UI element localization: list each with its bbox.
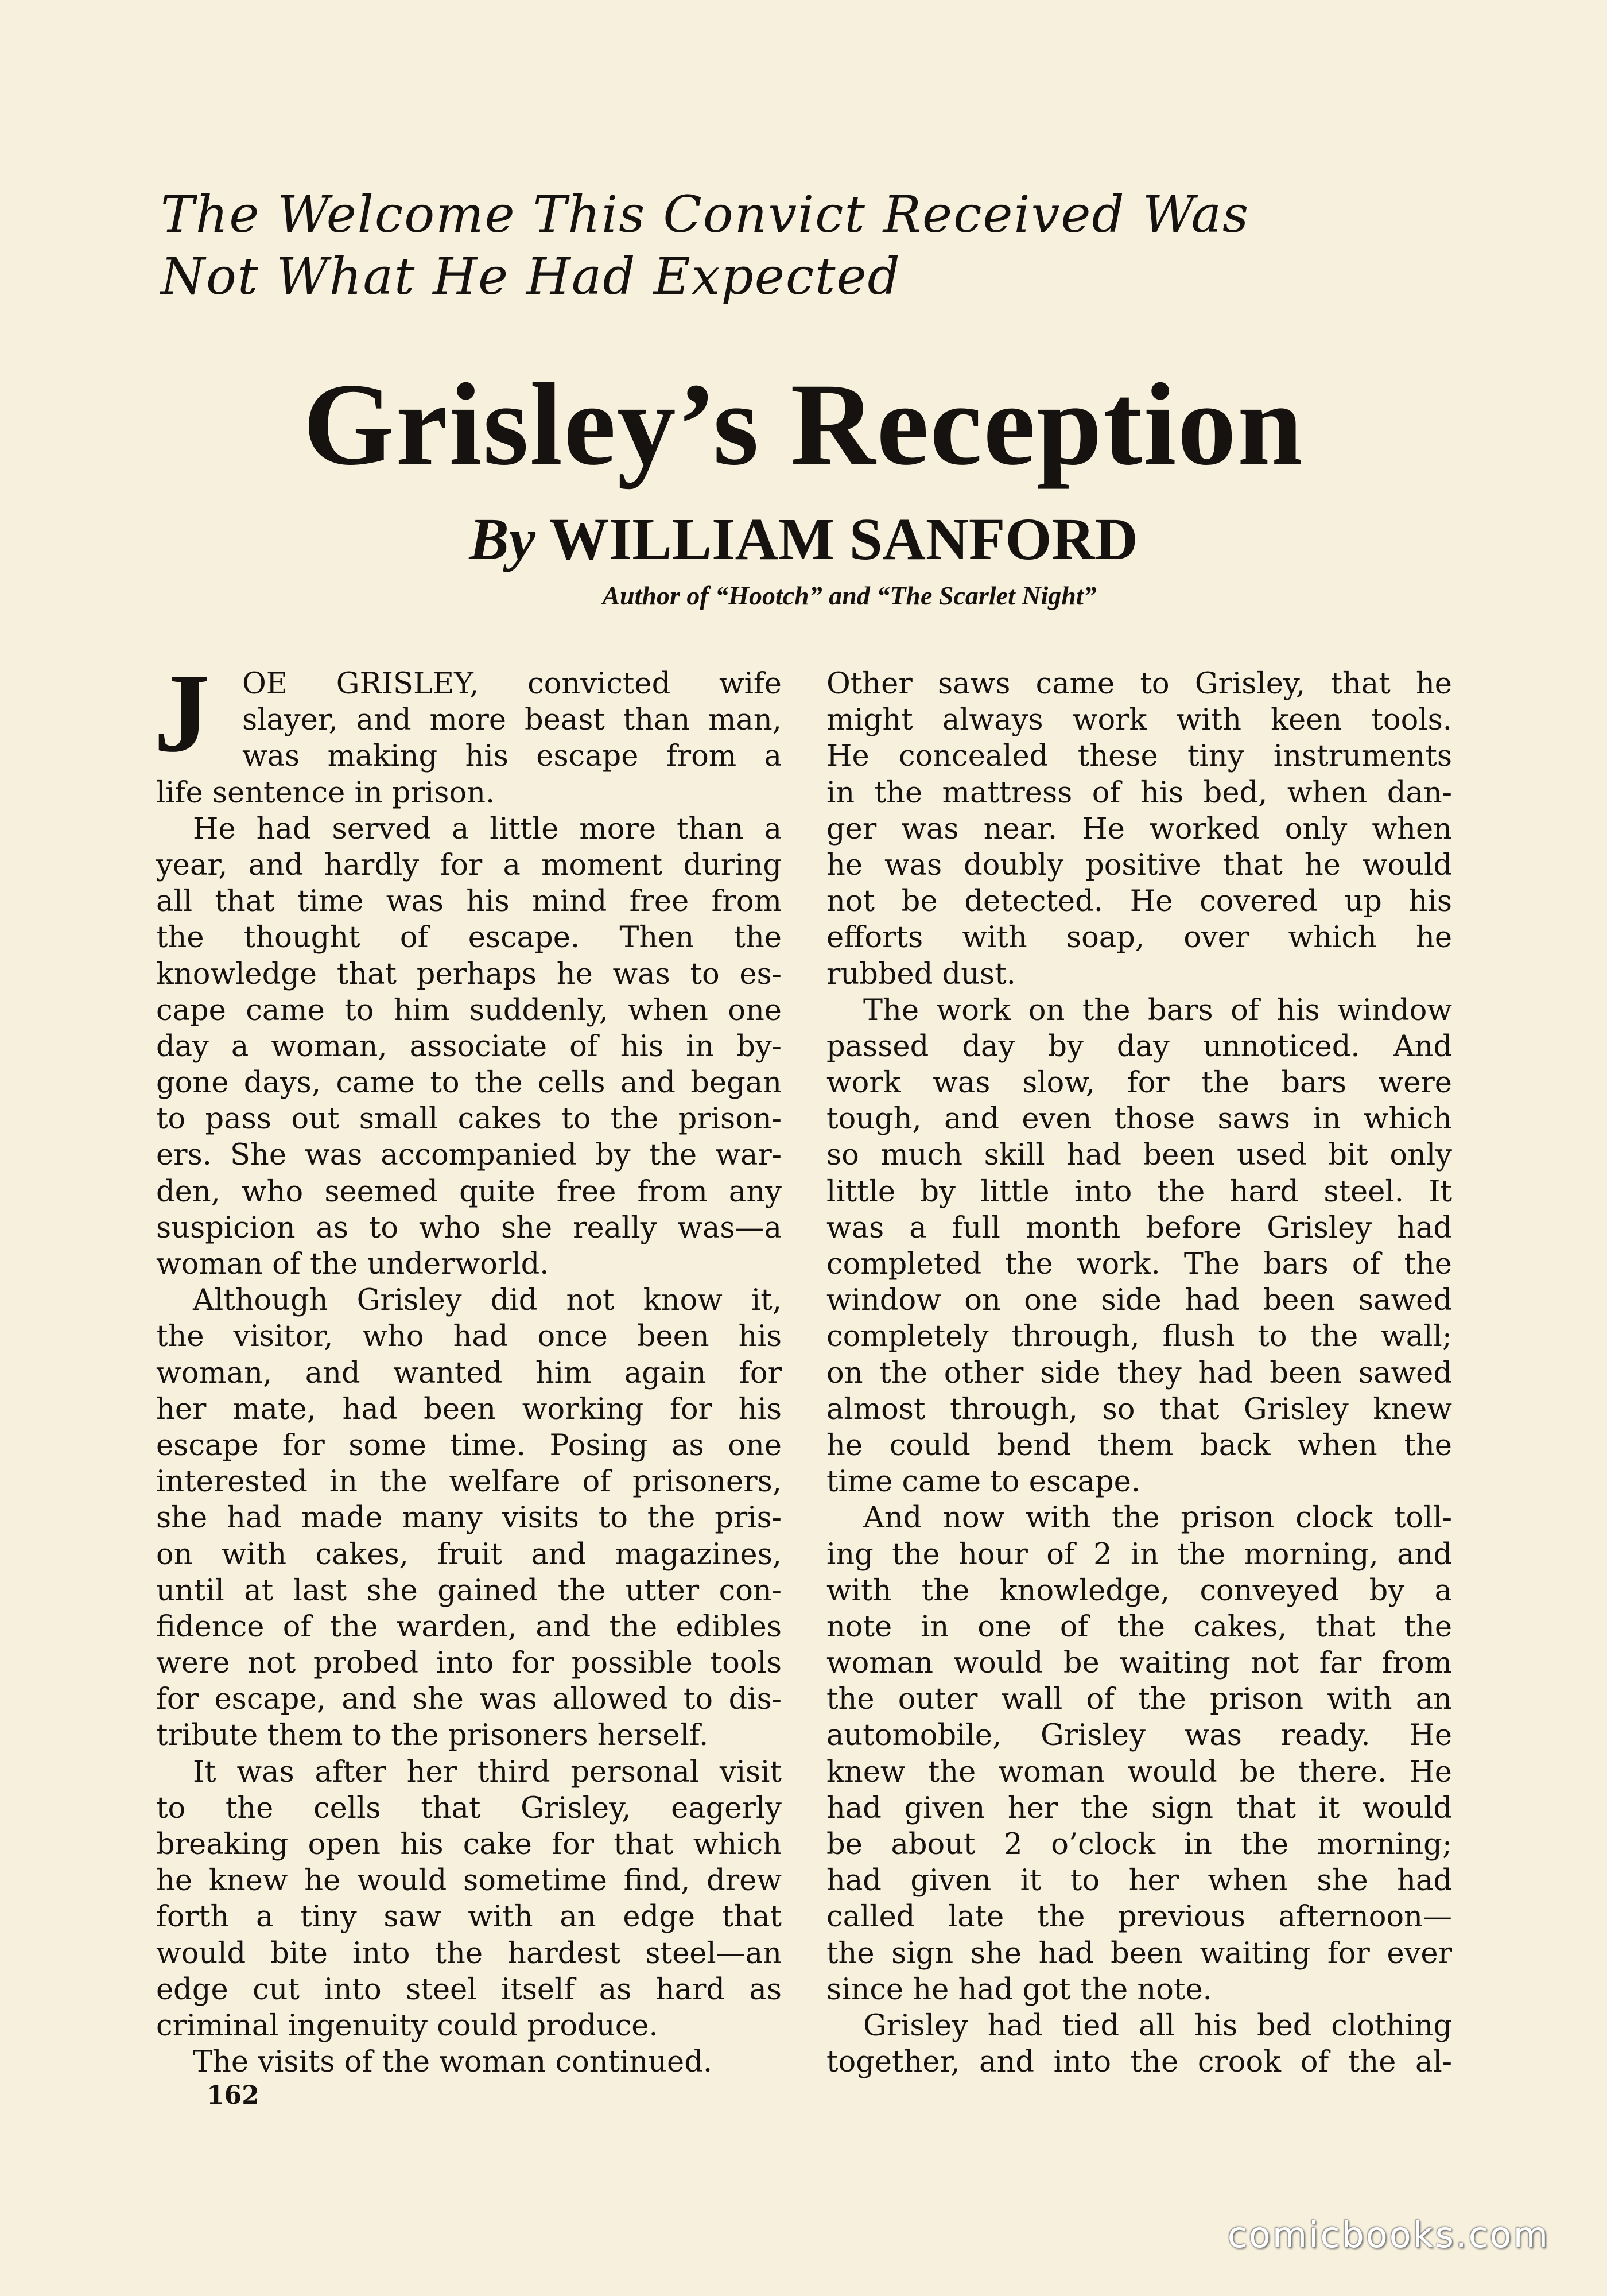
text-line: with the knowledge, conveyed by a [826, 1573, 1452, 1608]
text-line: fidence of the warden, and the edibles [156, 1609, 782, 1644]
text-line: breaking open his cake for that which [156, 1828, 782, 1861]
text-line: time came to escape. [826, 1465, 1141, 1499]
text-line: OE GRISLEY, convicted wife [242, 667, 782, 701]
text-line: she had made many visits to the pris- [156, 1501, 782, 1535]
text-line: rubbed dust. [826, 957, 1016, 991]
text-line: he knew he would sometime find, drew [156, 1864, 782, 1898]
text-line: completed the work. The bars of the [826, 1247, 1452, 1281]
text-line: tough, and even those saws in which [826, 1102, 1452, 1137]
text-line: woman of the underworld. [156, 1247, 549, 1281]
text-line: work was slow, for the bars were [826, 1066, 1452, 1100]
watermark: comicbooks.com [1227, 2214, 1550, 2256]
text-line: had given it to her when she had [826, 1864, 1452, 1898]
text-line: tribute them to the prisoners herself. [156, 1719, 709, 1753]
byline-by: By [469, 506, 535, 572]
text-line: until at last she gained the utter con- [156, 1573, 782, 1608]
text-line: so much skill had been used bit only [826, 1138, 1452, 1173]
text-line: the outer wall of the prison with an [826, 1682, 1452, 1717]
text-line: was a full month before Grisley had [826, 1211, 1452, 1245]
text-line: were not probed into for possible tools [156, 1646, 782, 1681]
text-line: den, who seemed quite free from any [156, 1174, 782, 1209]
text-line: on the other side they had been sawed [826, 1356, 1452, 1390]
drop-cap: J [154, 651, 210, 775]
text-line: gone days, came to the cells and began [156, 1066, 782, 1100]
text-line: slayer, and more beast than man, [242, 703, 782, 738]
text-line: automobile, Grisley was ready. He [826, 1719, 1452, 1753]
text-line: ing the hour of 2 in the morning, and [826, 1537, 1452, 1572]
text-line: suspicion as to who she really was—a [156, 1211, 782, 1245]
text-line: Other saws came to Grisley, that he [826, 667, 1452, 701]
text-line: note in one of the cakes, that the [826, 1609, 1452, 1644]
text-line: ger was near. He worked only when [826, 812, 1452, 846]
teaser-line: Not What He Had Expected [161, 247, 901, 306]
text-line: The work on the bars of his window [863, 993, 1452, 1027]
text-line: Grisley had tied all his bed clothing [863, 2008, 1452, 2043]
text-line: knowledge that perhaps he was to es- [156, 957, 782, 991]
text-line: ers. She was accompanied by the war- [156, 1138, 782, 1173]
story-title: Grisley’s Reception [302, 359, 1305, 490]
text-line: criminal ingenuity could produce. [156, 2008, 658, 2043]
author-name: WILLIAM SANFORD [549, 506, 1138, 572]
text-line: called late the previous afternoon— [826, 1900, 1452, 1934]
text-line: knew the woman would be there. He [826, 1755, 1452, 1789]
text-line: woman would be waiting not far from [826, 1646, 1452, 1681]
text-line: together, and into the crook of the al- [826, 2045, 1452, 2080]
text-line: He concealed these tiny instruments [826, 739, 1452, 774]
text-line: little by little into the hard steel. It [826, 1174, 1452, 1209]
text-line: was making his escape from a [242, 739, 782, 774]
text-line: completely through, flush to the wall; [826, 1320, 1452, 1354]
text-line: window on one side had been sawed [826, 1283, 1452, 1318]
text-line: almost through, so that Grisley knew [826, 1392, 1452, 1426]
text-line: day a woman, associate of his in by- [156, 1029, 782, 1064]
text-line: Although Grisley did not know it, [193, 1283, 782, 1318]
author-credits: Author of “Hootch” and “The Scarlet Night” [602, 581, 1097, 610]
text-column-right [826, 666, 1452, 2080]
text-line: escape for some time. Posing as one [156, 1428, 782, 1463]
teaser-line: The Welcome This Convict Received Was [161, 185, 1250, 244]
text-line: for escape, and she was allowed to dis- [156, 1682, 782, 1717]
text-line: since he had got the note. [826, 1972, 1212, 2007]
text-line: he was doubly positive that he would [826, 848, 1452, 882]
text-line: her mate, had been working for his [156, 1392, 782, 1426]
text-line: he could bend them back when the [826, 1428, 1452, 1463]
byline [0, 505, 1607, 574]
text-line: to the cells that Grisley, eagerly [156, 1791, 782, 1825]
text-line: interested in the welfare of prisoners, [156, 1465, 782, 1499]
text-line: And now with the prison clock toll- [863, 1501, 1452, 1535]
text-line: cape came to him suddenly, when one [156, 993, 782, 1027]
text-line: might always work with keen tools. [826, 703, 1452, 738]
page-number: 162 [207, 2081, 259, 2110]
text-line: the visitor, who had once been his [156, 1320, 782, 1354]
text-line: to pass out small cakes to the prison- [156, 1102, 782, 1137]
text-line: It was after her third personal visit [193, 1755, 782, 1789]
text-line: passed day by day unnoticed. And [826, 1029, 1452, 1064]
text-line: the thought of escape. Then the [156, 921, 782, 955]
text-line: efforts with soap, over which he [826, 921, 1452, 955]
text-column-left [154, 651, 782, 2080]
text-line: forth a tiny saw with an edge that [156, 1900, 782, 1934]
text-line: not be detected. He covered up his [826, 885, 1452, 919]
text-line: year, and hardly for a moment during [156, 848, 782, 882]
text-line: be about 2 o’clock in the morning; [826, 1828, 1452, 1861]
teaser-headline [161, 184, 1481, 308]
text-line: in the mattress of his bed, when dan- [826, 775, 1452, 810]
text-line: life sentence in prison. [156, 775, 495, 810]
text-line: had given her the sign that it would [826, 1791, 1452, 1825]
text-line: edge cut into steel itself as hard as [156, 1972, 782, 2007]
text-line: all that time was his mind free from [156, 885, 782, 919]
text-line: the sign she had been waiting for ever [826, 1936, 1452, 1971]
text-line: The visits of the woman continued. [193, 2045, 713, 2080]
text-line: on with cakes, fruit and magazines, [156, 1537, 782, 1572]
text-line: woman, and wanted him again for [156, 1356, 782, 1390]
text-line: would bite into the hardest steel—an [156, 1936, 782, 1971]
text-line: He had served a little more than a [193, 812, 782, 846]
